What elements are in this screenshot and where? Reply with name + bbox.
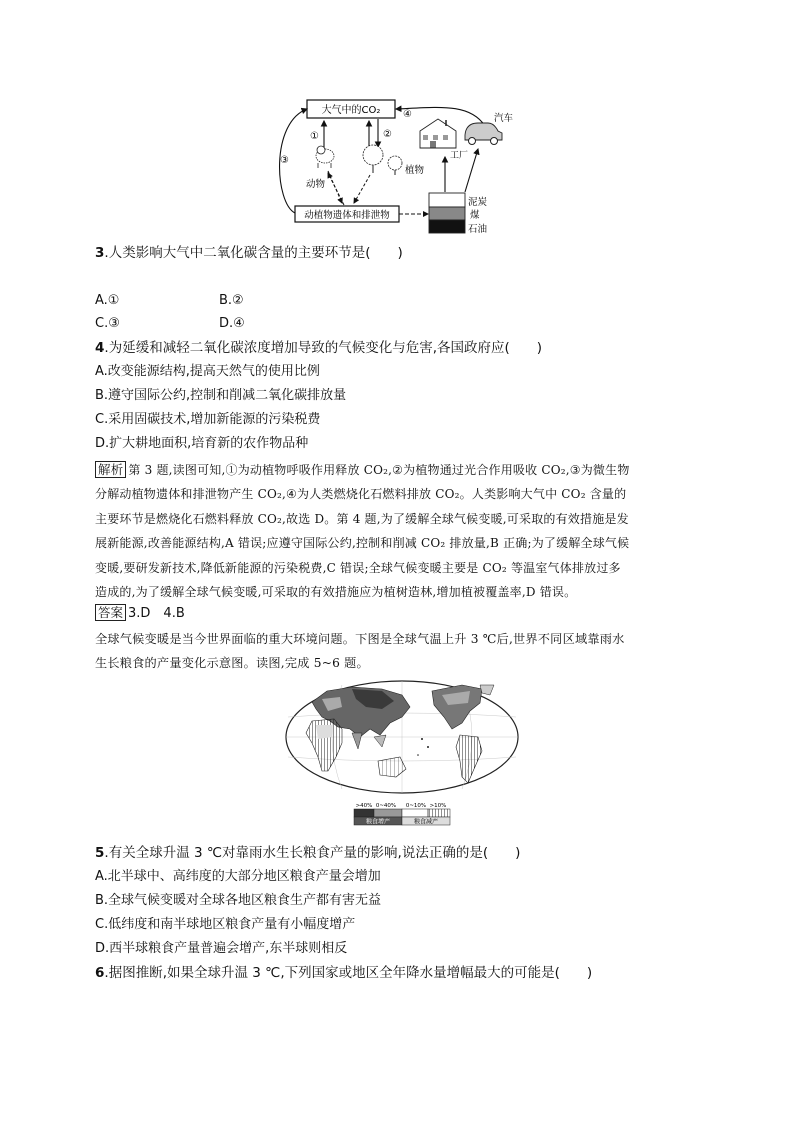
explanation-line: 主要环节是燃烧化石燃料释放 CO₂,故选 D。第 4 题,为了缓解全球气候变暖,可采取的有效措施是发 <box>95 511 629 526</box>
arrow-2-label: ② <box>383 129 392 140</box>
q3-option-a: A.① <box>95 293 120 308</box>
plant-label: 植物 <box>405 165 425 176</box>
car-icon <box>465 123 502 145</box>
q5-option-d: D.西半球粮食产量普遍会增产,东半球则相反 <box>95 941 348 956</box>
question-6 <box>95 964 592 982</box>
legend-range-1: >40% <box>355 803 373 809</box>
arrow-4-label: ④ <box>403 109 412 120</box>
plant-icon <box>363 145 402 175</box>
explanation-line: 变暖,要研发新技术,降低新能源的污染税费,C 错误;全球气候变暖主要是 CO₂ 等温室气体排放过多 <box>95 560 621 575</box>
explanation-line: 造成的,为了缓解全球气候变暖,可采取的有效措施应为植树造林,增加植被覆盖率,D 错误。 <box>95 585 577 600</box>
remains-label: 动植物遗体和排泄物 <box>304 210 390 221</box>
explanation-tag: 解析 <box>95 461 126 478</box>
question-3 <box>95 244 403 262</box>
explanation-line: 分解动植物遗体和排泄物产生 CO₂,④为人类燃烧化石燃料排放 CO₂。人类影响大气中 CO₂ 含量的 <box>95 487 627 502</box>
carbon-cycle-diagram <box>270 93 520 238</box>
world-map-figure <box>282 677 522 829</box>
intro-line: 全球气候变暖是当今世界面临的重大环境问题。下图是全球气温上升 3 ℃后,世界不同区域靠雨水 <box>95 632 625 646</box>
explanation-block <box>95 458 700 604</box>
answer-text: 3.D 4.B <box>128 606 185 621</box>
car-label: 汽车 <box>494 113 514 124</box>
atmosphere-co2-label: 大气中的CO₂ <box>321 105 381 116</box>
arrow-3-label: ③ <box>280 155 289 166</box>
legend-range-3: 0~10% <box>405 803 427 809</box>
coal-label: 煤 <box>470 210 480 221</box>
question-4 <box>95 339 542 357</box>
q4-option-b: B.遵守国际公约,控制和削减二氧化碳排放量 <box>95 388 347 403</box>
question-3-number: 3 <box>95 245 105 261</box>
q4-option-a: A.改变能源结构,提高天然气的使用比例 <box>95 364 320 379</box>
legend-range-2: 0~40% <box>375 803 397 809</box>
factory-icon <box>420 119 456 148</box>
q4-option-c: C.采用固碳技术,增加新能源的污染税费 <box>95 412 321 427</box>
factory-label: 工厂 <box>450 151 469 161</box>
q5-option-b: B.全球气候变暖对全球各地区粮食生产都有害无益 <box>95 893 382 908</box>
q3-option-c: C.③ <box>95 316 120 331</box>
peat-label: 泥炭 <box>468 197 488 208</box>
question-5-number: 5 <box>95 845 105 861</box>
animal-icon <box>316 146 334 168</box>
explanation-line: 解析 第 3 题,读图可知,①为动植物呼吸作用释放 CO₂,②为植物通过光合作用吸收 CO₂,③为微生物 <box>95 458 700 482</box>
legend-range-4: >10% <box>429 803 447 809</box>
question-6-number: 6 <box>95 965 105 981</box>
intro-line: 生长粮食的产量变化示意图。读图,完成 5~6 题。 <box>95 656 369 671</box>
q5-option-c: C.低纬度和南半球地区粮食产量有小幅度增产 <box>95 917 356 932</box>
explanation-line: 展新能源,改善能源结构,A 错误;应遵守国际公约,控制和削减 CO₂ 排放量,B 正确;为了缓解全球气候 <box>95 536 630 551</box>
answer-tag: 答案 <box>95 604 126 621</box>
arrow-1-label: ① <box>310 131 319 142</box>
q4-option-d: D.扩大耕地面积,培育新的农作物品种 <box>95 436 309 451</box>
question-4-stem: .为延缓和减轻二氧化碳浓度增加导致的气候变化与危害,各国政府应( ) <box>104 340 543 356</box>
question-3-stem: .人类影响大气中二氧化碳含量的主要环节是( ) <box>104 245 403 261</box>
question-6-stem: .据图推断,如果全球升温 3 ℃,下列国家或地区全年降水量增幅最大的可能是( ) <box>104 965 593 981</box>
q3-option-b: B.② <box>219 293 244 308</box>
question-4-number: 4 <box>95 340 105 356</box>
question-5 <box>95 844 520 862</box>
legend-increase-label: 粮食增产 <box>365 818 391 826</box>
map-legend <box>354 803 450 826</box>
q5-option-a: A.北半球中、高纬度的大部分地区粮食产量会增加 <box>95 869 381 884</box>
intro-block <box>95 627 700 676</box>
oil-label: 石油 <box>468 224 488 235</box>
q3-option-d: D.④ <box>219 316 245 331</box>
fossil-fuel-layers <box>429 193 465 233</box>
answer-line <box>95 604 185 623</box>
legend-decrease-label: 粮食减产 <box>413 818 439 826</box>
animal-label: 动物 <box>306 179 326 190</box>
question-5-stem: .有关全球升温 3 ℃对靠雨水生长粮食产量的影响,说法正确的是( ) <box>104 845 521 861</box>
